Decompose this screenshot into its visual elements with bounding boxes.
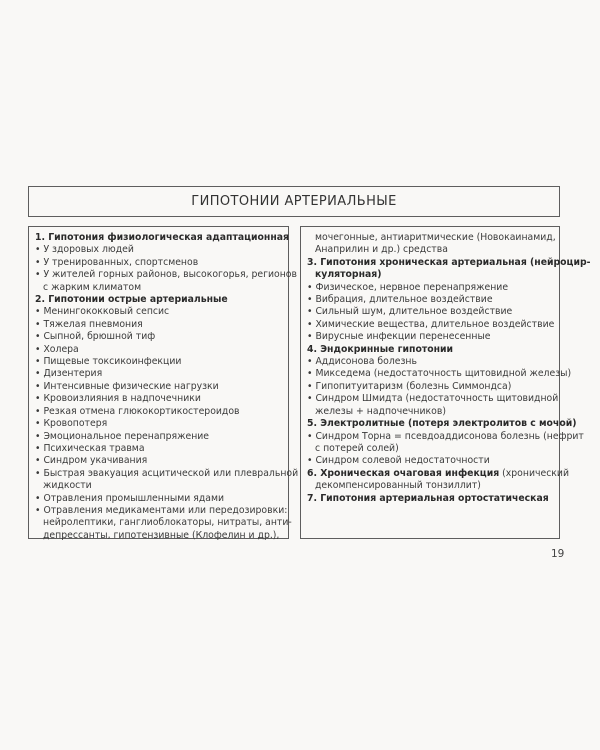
list-item: • Синдром солевой недостаточности (307, 455, 490, 467)
list-item: • У жителей горных районов, высокогорья, регионов (35, 269, 297, 281)
list-item: • Психическая травма (35, 442, 145, 454)
left-column (28, 226, 299, 541)
list-item: • Менингококковый сепсис (35, 306, 170, 318)
list-item: • Эмоциональное перенапряжение (35, 430, 210, 442)
table-title: ГИПОТОНИИ АРТЕРИАЛЬНЫЕ (191, 194, 397, 209)
list-item: • Дизентерия (35, 368, 103, 380)
table-title-box (28, 186, 560, 217)
list-item: • Отравления промышленными ядами (35, 492, 225, 504)
section-heading: 1. Гипотония физиологическая адаптационная (35, 232, 290, 243)
list-item: • Резкая отмена глюкокортикостероидов (35, 405, 240, 417)
list-item: • Вирусные инфекции перенесенные (307, 331, 491, 343)
right-column (300, 226, 591, 539)
list-item: • Интенсивные физические нагрузки (35, 380, 219, 392)
list-item: • Гипопитуитаризм (болезнь Симмондса) (307, 380, 512, 392)
list-item: • Кровоизлияния в надпочечники (35, 393, 201, 405)
list-item: • Микседема (недостаточность щитовидной железы) (307, 368, 572, 380)
list-item-continuation: с потерей солей) (315, 442, 399, 454)
list-item: • У здоровых людей (35, 244, 134, 256)
list-item-continuation: нейролептики, ганглиоблокаторы, нитраты, анти- (43, 517, 292, 529)
section-heading-rest: (хронический (499, 467, 570, 479)
section-heading: 4. Эндокринные гипотонии (307, 343, 454, 355)
list-item: • У тренированных, спортсменов (35, 256, 199, 268)
list-item: • Холера (35, 343, 79, 355)
list-item: • Синдром Торна = псевдоаддисонова болезнь (нефрит (307, 430, 584, 442)
list-item: • Физическое, нервное перенапряжение (307, 281, 509, 293)
list-item-continuation: с жарким климатом (43, 281, 142, 293)
list-item: • Сыпной, брюшной тиф (35, 331, 156, 343)
section-heading: 5. Электролитные (потеря электролитов с мочой) (307, 418, 577, 430)
list-item-continuation: декомпенсированный тонзиллит) (315, 480, 481, 492)
list-item: • Сильный шум, длительное воздействие (307, 306, 513, 318)
list-item-continuation: депрессанты, гипотензивные (Клофелин и др.), (43, 529, 280, 541)
list-item-continuation: жидкости (43, 480, 92, 492)
list-item: • Синдром укачивания (35, 455, 148, 467)
list-item-continuation: мочегонные, антиаритмические (Новокаинамид, (315, 232, 556, 243)
page-number: 19 (551, 548, 565, 560)
section-heading-continuation: куляторная) (315, 269, 382, 281)
list-item: • Отравления медикаментами или передозировки: (35, 504, 288, 516)
list-item: • Аддисонова болезнь (307, 356, 417, 368)
list-item-continuation: железы + надпочечников) (315, 405, 446, 417)
list-item: • Синдром Шмидта (недостаточность щитовидной (307, 393, 559, 405)
section-heading: 7. Гипотония артериальная ортостатическая (307, 492, 549, 504)
list-item: • Пищевые токсикоинфекции (35, 356, 182, 368)
section-heading (307, 467, 570, 480)
list-item: • Химические вещества, длительное воздействие (307, 318, 555, 330)
list-item-continuation: Анаприлин и др.) средства (315, 244, 448, 256)
list-item: • Вибрация, длительное воздействие (307, 294, 493, 306)
section-heading: 2. Гипотонии острые артериальные (35, 294, 228, 306)
section-heading-bold: 6. Хроническая очаговая инфекция (307, 467, 500, 479)
list-item: • Быстрая эвакуация асцитической или плевральной (35, 467, 299, 479)
list-item: • Тяжелая пневмония (35, 318, 143, 330)
list-item: • Кровопотеря (35, 418, 108, 430)
section-heading: 3. Гипотония хроническая артериальная (нейроцир- (307, 256, 591, 268)
